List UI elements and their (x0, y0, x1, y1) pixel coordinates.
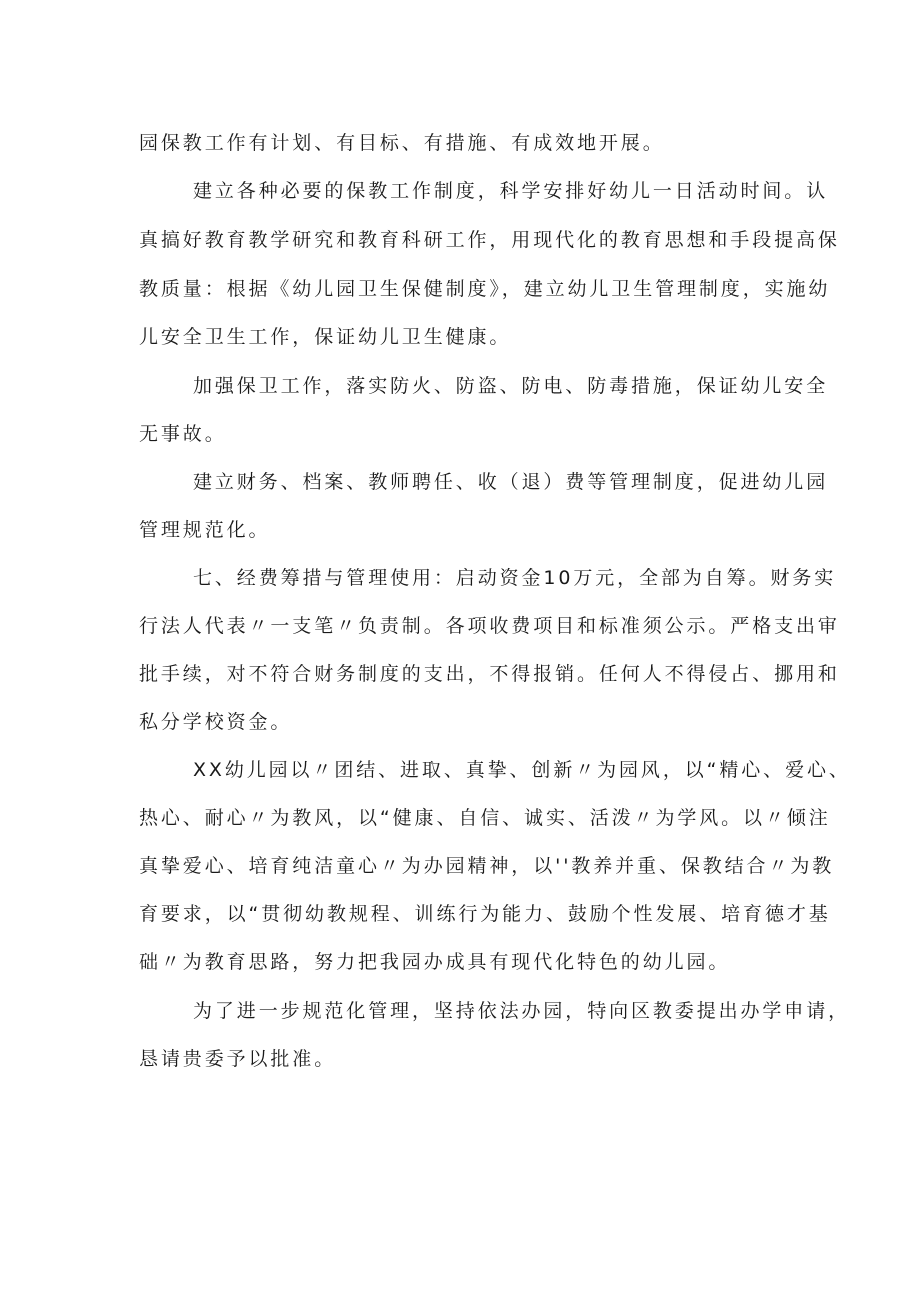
text-line: 真搞好教育教学研究和教育科研工作，用现代化的教育思想和手段提高保 (139, 229, 840, 251)
text-line: 真挚爱心、培育纯洁童心〃为办园精神，以''教养并重、保教结合〃为教 (139, 855, 835, 877)
text-line: 园保教工作有计划、有目标、有措施、有成效地开展。 (139, 132, 665, 154)
text-line: 为了进一步规范化管理，坚持依法办园，特向区教委提出办学申请， (193, 1000, 851, 1022)
text-line: 私分学校资金。 (139, 711, 293, 733)
text-line: 建立财务、档案、教师聘任、收（退）费等管理制度，促进幼儿园 (193, 471, 829, 493)
text-line: 管理规范化。 (139, 519, 271, 541)
text-line: 教质量：根据《幼儿园卫生保健制度》，建立幼儿卫生管理制度，实施幼 (139, 278, 831, 300)
text-line: 行法人代表〃一支笔〃负责制。各项收费项目和标准须公示。严格支出审 (139, 615, 840, 637)
text-line: 育要求，以“贯彻幼教规程、训练行为能力、鼓励个性发展、培育德才基 (139, 903, 831, 925)
text-line: XX幼儿园以〃团结、进取、真挚、创新〃为园风，以“精心、爱心、 (193, 759, 851, 781)
text-line: 恳请贵委予以批准。 (139, 1048, 337, 1070)
text-line: 儿安全卫生工作，保证幼儿卫生健康。 (139, 326, 512, 348)
text-line: 批手续，对不符合财务制度的支出，不得报销。任何人不得侵占、挪用和 (139, 663, 840, 685)
text-line: 加强保卫工作，落实防火、防盗、防电、防毒措施，保证幼儿安全 (193, 375, 829, 397)
text-line: 无事故。 (139, 423, 227, 445)
text-line: 础〃为教育思路，努力把我园办成具有现代化特色的幼儿园。 (139, 951, 731, 973)
text-line: 热心、耐心〃为教风，以“健康、自信、诚实、活泼〃为学风。以〃倾注 (139, 807, 831, 829)
text-line: 七、经费筹措与管理使用：启动资金10万元，全部为自筹。财务实 (193, 567, 837, 589)
text-line: 建立各种必要的保教工作制度，科学安排好幼儿一日活动时间。认 (193, 180, 829, 202)
